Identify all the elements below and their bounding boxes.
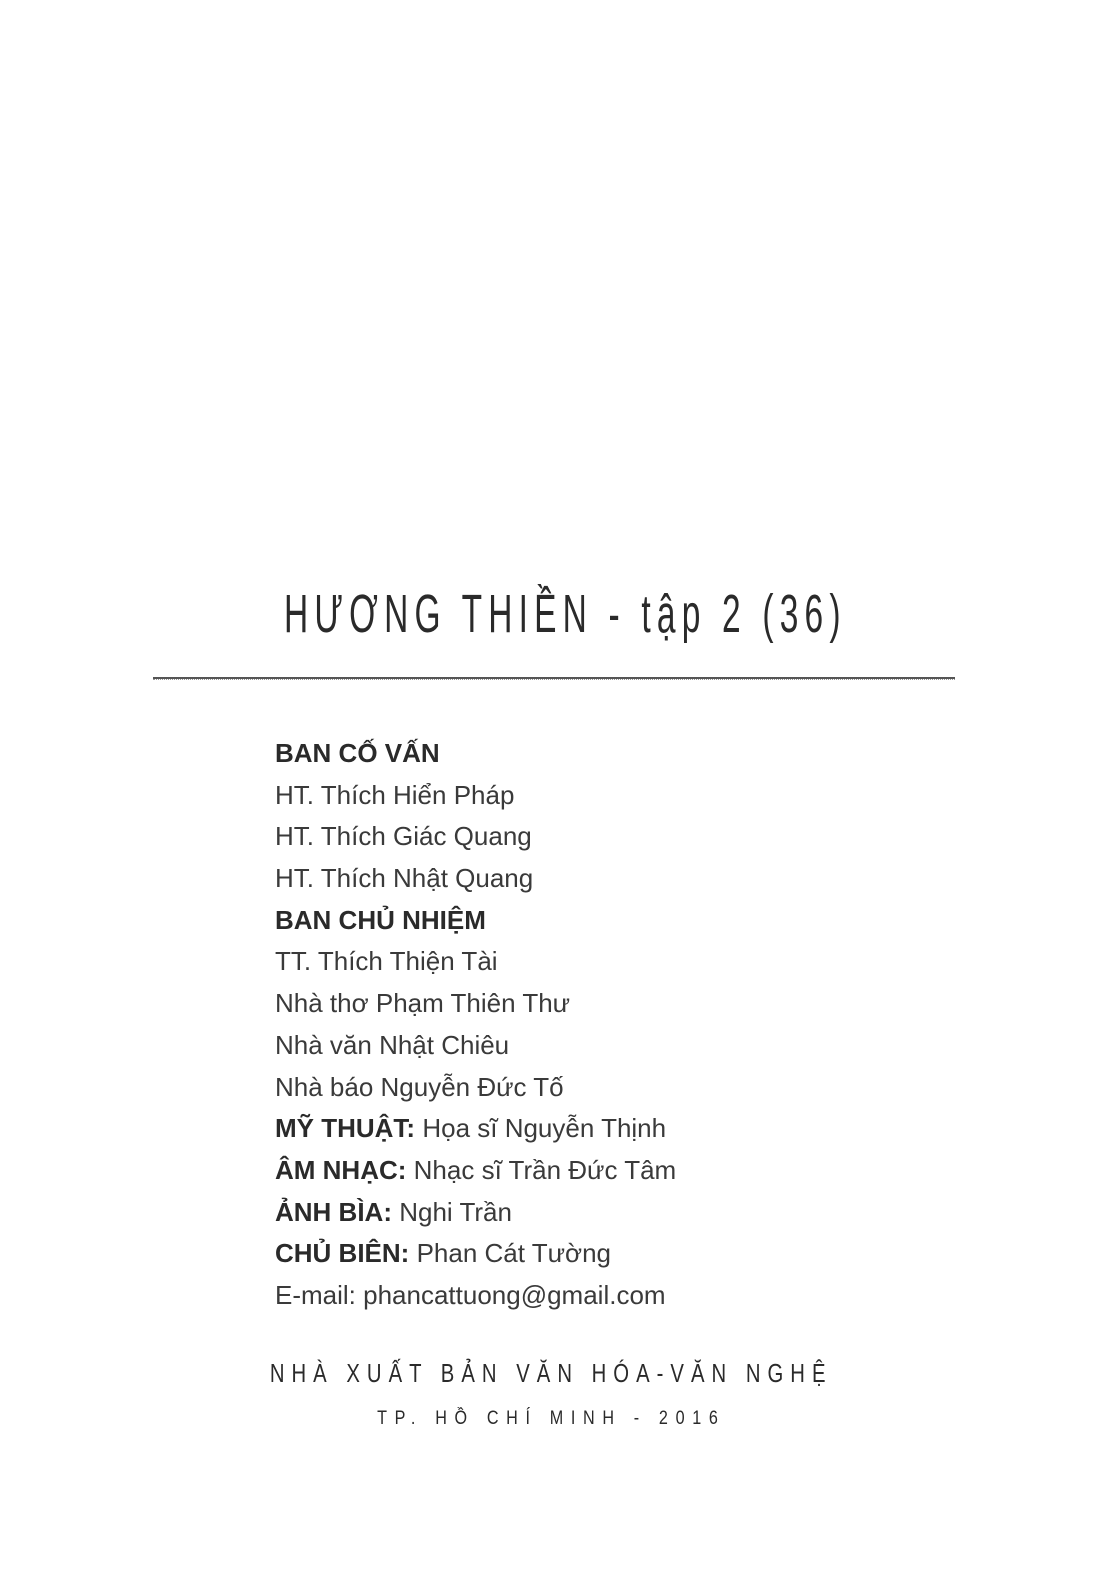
role-music <box>275 1150 975 1192</box>
email-line: E-mail: phancattuong@gmail.com <box>275 1279 666 1310</box>
advisor-member: HT. Thích Hiển Pháp <box>275 779 515 810</box>
management-heading: BAN CHỦ NHIỆM <box>275 904 486 935</box>
advisor-member: HT. Thích Nhật Quang <box>275 863 534 894</box>
management-member: Nhà báo Nguyễn Đức Tố <box>275 1071 564 1102</box>
role-art-value: Họa sĩ Nguyễn Thịnh <box>422 1113 667 1144</box>
publisher-place-year: TP. HỒ CHÍ MINH - 2016 <box>377 1408 726 1429</box>
credits-block <box>275 733 975 1317</box>
management-member: Nhà thơ Phạm Thiên Thư <box>275 988 571 1019</box>
role-music-value: Nhạc sĩ Trần Đức Tâm <box>413 1154 677 1185</box>
role-cover-photo <box>275 1192 975 1234</box>
role-art <box>275 1108 975 1150</box>
title-divider <box>153 677 955 680</box>
book-title: HƯƠNG THIỀN - tập 2 (36) <box>284 584 847 644</box>
role-editor-label: CHỦ BIÊN: <box>275 1238 410 1269</box>
role-editor-value: Phan Cát Tường <box>416 1238 611 1269</box>
role-music-label: ÂM NHẠC: <box>275 1154 407 1185</box>
role-art-label: MỸ THUẬT: <box>275 1113 416 1144</box>
advisor-member: HT. Thích Giác Quang <box>275 821 532 852</box>
role-cover-photo-label: ẢNH BÌA: <box>275 1196 392 1227</box>
role-editor <box>275 1233 975 1275</box>
publisher-name: NHÀ XUẤT BẢN VĂN HÓA-VĂN NGHỆ <box>269 1358 833 1388</box>
management-member: Nhà văn Nhật Chiêu <box>275 1029 510 1060</box>
management-member: TT. Thích Thiện Tài <box>275 946 498 977</box>
advisors-heading: BAN CỐ VẤN <box>275 738 440 768</box>
role-cover-photo-value: Nghi Trần <box>399 1196 512 1227</box>
